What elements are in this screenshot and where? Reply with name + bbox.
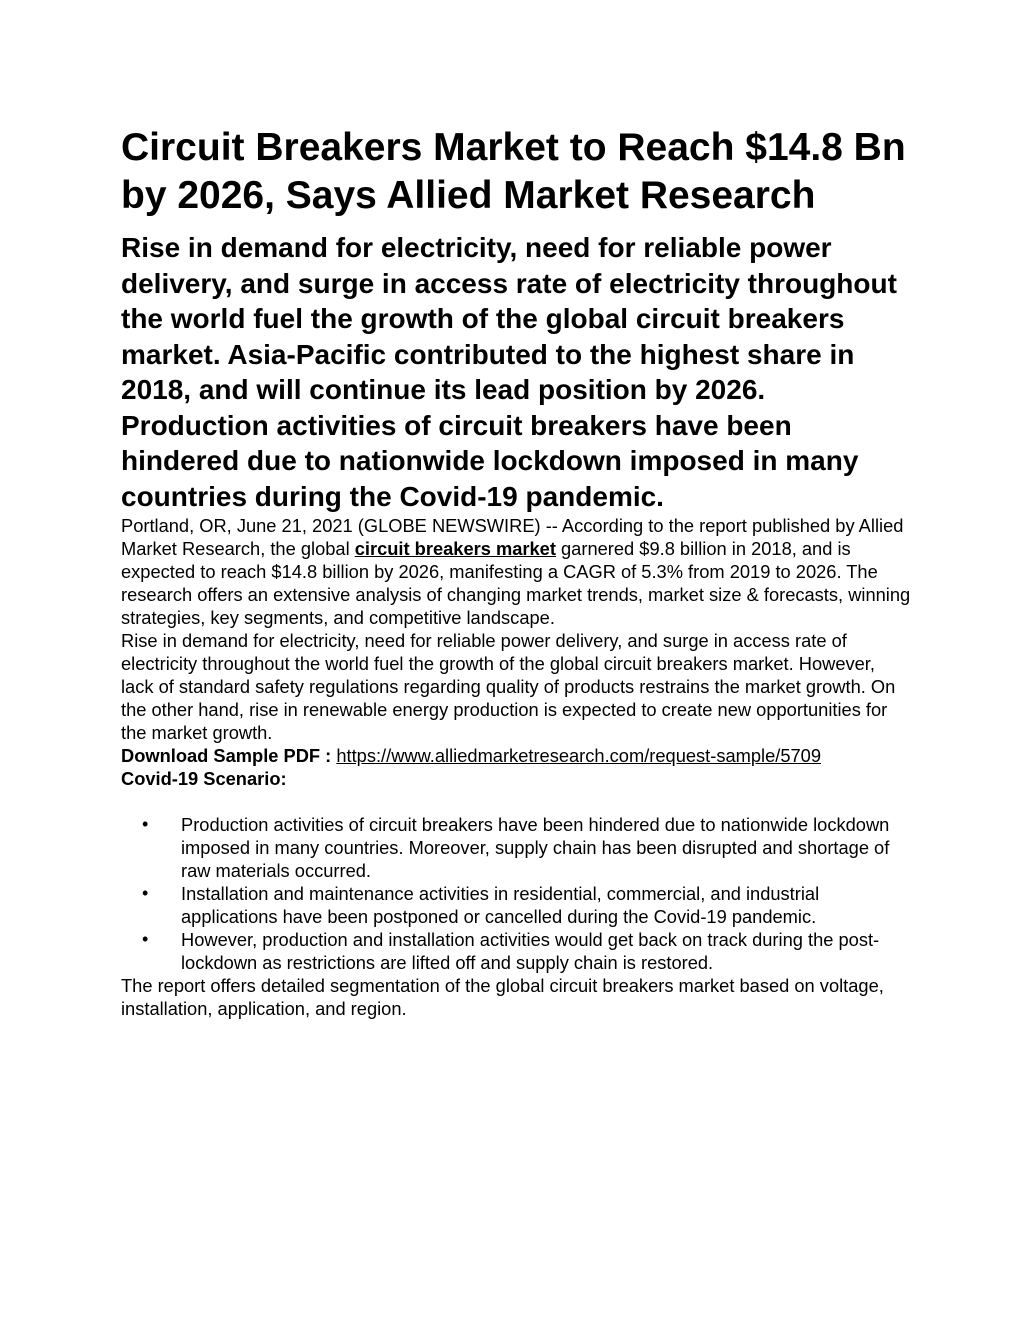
list-item-text: Installation and maintenance activities in residential, commercial, and industrial applications have been postponed or cancelled during the Covid-19 pandemic. xyxy=(181,883,820,927)
download-sample-line xyxy=(121,744,911,767)
covid-heading: Covid-19 Scenario: xyxy=(121,768,287,789)
paragraph-segmentation: The report offers detailed segmentation of the global circuit breakers market based on voltage, installation, application, and region. xyxy=(121,975,884,1019)
bullet-icon: • xyxy=(142,814,149,834)
list-item xyxy=(121,928,911,974)
download-sample-link[interactable]: https://www.alliedmarketresearch.com/request-sample/5709 xyxy=(336,745,822,766)
paragraph-drivers: Rise in demand for electricity, need for reliable power delivery, and surge in access rate of electricity throughout the world fuel the growth of the global circuit breakers market. However, lack of standard safety regulations regarding quality of products restrains the market growth. On the other hand, rise in renewable energy production is expected to create new opportunities for the market growth. xyxy=(121,630,896,743)
covid-bullet-list xyxy=(121,813,911,974)
headline: Circuit Breakers Market to Reach $14.8 Bn by 2026, Says Allied Market Research xyxy=(121,126,906,217)
paragraph-intro-end: garnered $9.8 billion in 2018, and is expected to reach $14.8 billion by 2026, manifesting a CAGR of 5.3% from 2019 to 2026. The research offers an extensive analysis of changing market trends, market size & forecasts, winning strategies, key segments, and competitive landscape. xyxy=(121,538,911,628)
bullet-icon: • xyxy=(142,883,149,903)
list-item xyxy=(121,882,911,928)
download-label: Download Sample PDF : xyxy=(121,745,337,766)
subheadline: Rise in demand for electricity, need for reliable power delivery, and surge in access rate of electricity throughout the world fuel the growth of the global circuit breakers market. Asia-Pacific contributed to the highest share in 2018, and will continue its lead position by 2026. Production activities of circuit breakers have been hindered due to nationwide lockdown imposed in many countries during the Covid-19 pandemic. xyxy=(121,232,897,512)
circuit-breakers-market-link[interactable]: circuit breakers market xyxy=(354,538,556,559)
paragraph-intro-start: Portland, OR, June 21, 2021 (GLOBE NEWSWIRE) -- According to the report published by Allied Market Research, the global xyxy=(121,515,904,559)
bullet-icon: • xyxy=(142,929,149,949)
list-item-text: Production activities of circuit breakers have been hindered due to nationwide lockdown imposed in many countries. Moreover, supply chain has been disrupted and shortage of raw materials occurred. xyxy=(181,814,890,881)
list-item-text: However, production and installation activities would get back on track during the post-lockdown as restrictions are lifted off and supply chain is restored. xyxy=(181,929,880,973)
document-page xyxy=(121,124,911,1020)
paragraph-intro xyxy=(121,514,911,629)
list-item xyxy=(121,813,911,882)
